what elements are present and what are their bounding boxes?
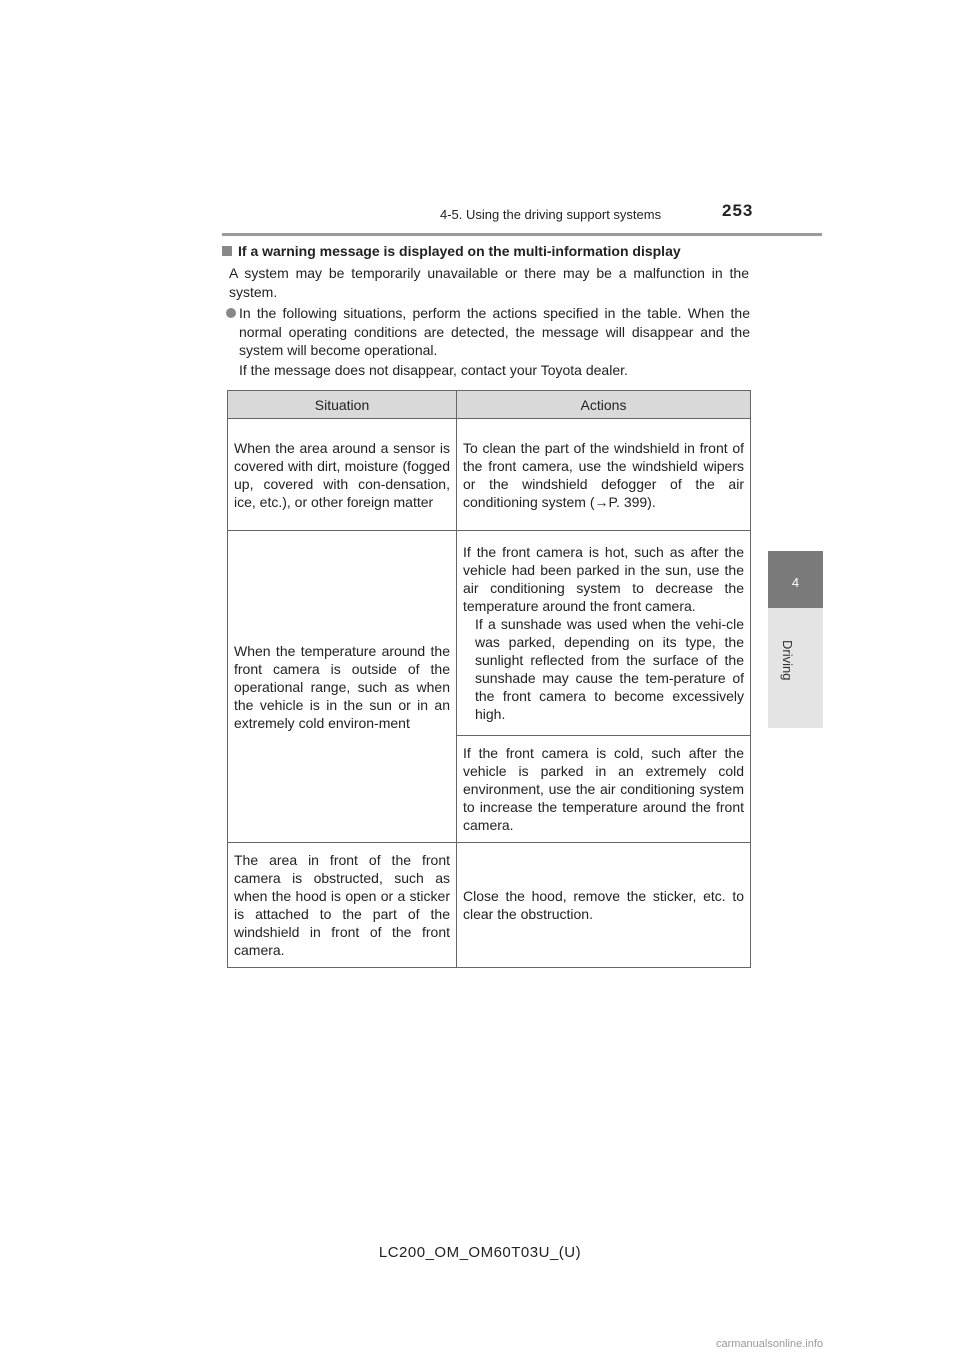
action-cell: If the front camera is cold, such after the vehicle is parked in an extremely cold environment, use the air conditioning system to increase the temperature around the front camera. bbox=[457, 736, 751, 843]
section-heading-text: If a warning message is displayed on the multi-information display bbox=[238, 243, 681, 259]
chapter-tab-label-bg bbox=[768, 608, 823, 728]
table-row bbox=[228, 843, 751, 968]
intro-paragraph: A system may be temporarily unavailable or there may be a malfunction in the system. bbox=[229, 265, 749, 300]
table-row bbox=[228, 419, 751, 531]
watermark: carmanualsonline.info bbox=[716, 1338, 824, 1350]
header-divider bbox=[222, 233, 822, 236]
document-code: LC200_OM_OM60T03U_(U) bbox=[378, 1244, 582, 1261]
chapter-label: Driving bbox=[780, 640, 795, 681]
situation-cell: The area in front of the front camera is obstructed, such as when the hood is open or a sticker is attached to the part of the windshield in front of the front camera. bbox=[228, 843, 457, 968]
action-cell bbox=[457, 531, 751, 736]
table-row bbox=[228, 531, 751, 736]
square-bullet-icon bbox=[222, 246, 232, 256]
bullet-followup: If the message does not disappear, contact your Toyota dealer. bbox=[239, 362, 628, 378]
chapter-number: 4 bbox=[791, 575, 800, 590]
action-cell: To clean the part of the windshield in front of the front camera, use the windshield wipers or the windshield defogger of the air conditioning system (→P. 399). bbox=[457, 419, 751, 531]
actions-table bbox=[227, 390, 751, 968]
column-header-actions: Actions bbox=[457, 391, 751, 419]
action-note: If a sunshade was used when the vehi-cle was parked, depending on its type, the sunlight reflected from the surface of the sunshade may cause the tem-perature of the front camera to become excessively high. bbox=[475, 616, 744, 722]
circle-bullet-icon bbox=[226, 308, 236, 318]
section-title: 4-5. Using the driving support systems bbox=[440, 207, 662, 222]
bullet-text: In the following situations, perform the actions specified in the table. When the normal operating conditions are detected, the message will disappear and the system will become operational. bbox=[239, 305, 750, 358]
table-header-row bbox=[228, 391, 751, 419]
action-cell: Close the hood, remove the sticker, etc. to clear the obstruction. bbox=[457, 843, 751, 968]
situation-cell: When the temperature around the front camera is outside of the operational range, such as when the vehicle is in the sun or in an extremely cold environ-ment bbox=[228, 531, 457, 843]
section-heading bbox=[222, 243, 681, 259]
page-number: 253 bbox=[722, 201, 754, 220]
situation-cell: When the area around a sensor is covered with dirt, moisture (fogged up, covered with con-densation, ice, etc.), or other foreign matter bbox=[228, 419, 457, 531]
action-text: If the front camera is hot, such as after the vehicle had been parked in the sun, use the air conditioning system to decrease the temperature around the front camera. bbox=[463, 544, 744, 614]
column-header-situation: Situation bbox=[228, 391, 457, 419]
